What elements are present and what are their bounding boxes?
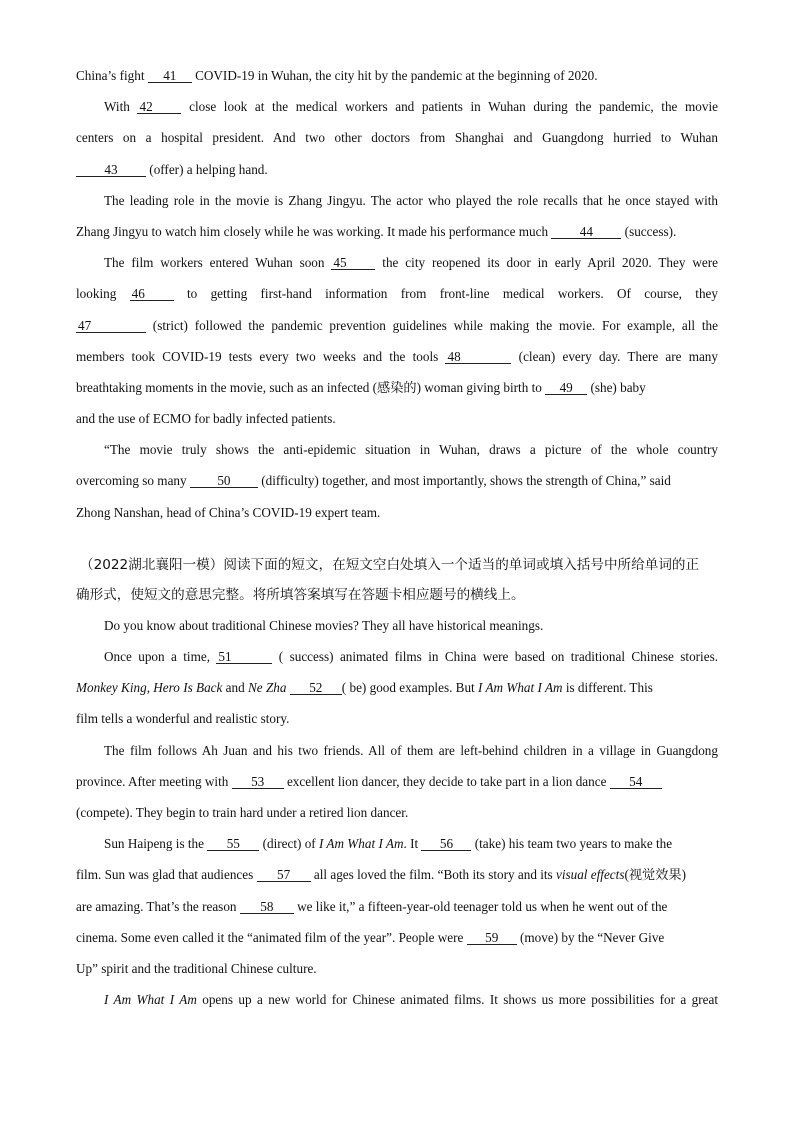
text: , (146, 680, 154, 696)
text: (success). (621, 223, 677, 239)
blank-50[interactable]: 50 (190, 474, 258, 488)
blank-58[interactable]: 58 (240, 900, 294, 914)
p1-line-9 (76, 310, 718, 341)
text: The film follows Ah Juan and his two friends. All of them are left-behind children in a village in Guangdong (104, 742, 718, 758)
text: centers on a hospital president. And two other doctors from Shanghai and Guangdong hurried to Wuhan (76, 130, 718, 146)
p2-line-2 (76, 641, 718, 672)
text: (strict) followed the pandemic prevention guidelines while making the movie. For example, all the (146, 317, 718, 333)
p1-line-4 (76, 154, 718, 185)
text: and the use of ECMO for badly infected patients. (76, 411, 336, 427)
blank-52[interactable]: 52 (290, 681, 342, 695)
text: excellent lion dancer, they decide to take part in a lion dance (283, 773, 610, 789)
text: The leading role in the movie is Zhang Jingyu. The actor who played the role recalls that he once stayed with (104, 192, 718, 208)
text: Sun Haipeng is the (104, 836, 208, 852)
text: With (104, 99, 138, 115)
text: Zhong Nanshan, head of China’s COVID-19 expert team. (76, 504, 381, 520)
blank-53[interactable]: 53 (232, 775, 284, 789)
p2-line-3 (76, 672, 718, 703)
title-ne-zha: Ne Zha (248, 680, 287, 696)
visual-effects-term: visual effects (555, 867, 625, 883)
blank-49[interactable]: 49 (545, 381, 587, 395)
p2-line-10 (76, 891, 718, 922)
text: we like it,” a fifteen-year-old teenager told us when he went out of the (293, 898, 668, 914)
blank-54[interactable]: 54 (610, 775, 662, 789)
p1-line-11 (76, 372, 718, 403)
text: members took COVID-19 tests every two weeks and the tools (76, 348, 446, 364)
blank-42[interactable]: 42 (137, 100, 181, 114)
blank-44[interactable]: 44 (551, 225, 621, 239)
blank-46[interactable]: 46 (130, 287, 174, 301)
blank-57[interactable]: 57 (257, 868, 311, 882)
text: province. After meeting with (76, 773, 232, 789)
text: ( be) good examples. But (341, 680, 479, 696)
p1-line-12 (76, 403, 718, 434)
title-i-am-what-i-am: I Am What I Am (104, 992, 197, 1008)
title-hero-is-back: Hero Is Back (153, 680, 223, 696)
p1-line-6 (76, 216, 718, 247)
blank-47[interactable]: 47 (76, 319, 146, 333)
text: breathtaking moments in the movie, such as an infected (感染的) woman giving birth to (76, 379, 546, 395)
text: looking (76, 286, 130, 302)
title-i-am-what-i-am: I Am What I Am (478, 680, 563, 696)
text: Once upon a time, (104, 649, 217, 664)
p2-line-7 (76, 797, 718, 828)
blank-55[interactable]: 55 (207, 837, 259, 851)
text: (she) baby (587, 379, 646, 395)
text: all ages loved the film. “Both its story and its (310, 867, 556, 883)
title-i-am-what-i-am: I Am What I Am (318, 836, 404, 852)
text: film. Sun was glad that audiences (76, 867, 257, 883)
p1-line-1 (76, 60, 718, 91)
text: Do you know about traditional Chinese movies? They all have historical meanings. (104, 617, 544, 633)
text: . It (403, 836, 422, 852)
text: (take) his team two years to make the (471, 836, 673, 852)
p1-line-13 (76, 434, 718, 465)
p1-line-8 (76, 278, 718, 309)
p1-line-5 (76, 185, 718, 216)
text: (clean) every day. There are many (511, 348, 718, 364)
p2-line-4 (76, 703, 718, 734)
text: opens up a new world for Chinese animated films. It shows us more possibilities for a great (196, 992, 718, 1008)
p1-line-14 (76, 465, 718, 496)
instruction-line-1: （2022湖北襄阳一模）阅读下面的短文，在短文空白处填入一个适当的单词或填入括号中所给单词的正 (80, 556, 700, 573)
text: (difficulty) together, and most importantly, shows the strength of China,” said (257, 473, 671, 489)
document-page (76, 60, 718, 1015)
text: (视觉效果) (624, 867, 686, 883)
text: Up” spirit and the traditional Chinese culture. (76, 960, 317, 976)
title-monkey-king: Monkey King (76, 680, 147, 696)
text: Zhang Jingyu to watch him closely while he was working. It made his performance much (76, 223, 552, 239)
blank-51[interactable]: 51 (216, 650, 272, 664)
blank-41[interactable]: 41 (148, 69, 192, 83)
instruction-line-2: 确形式，使短文的意思完整。将所填答案填写在答题卡相应题号的横线上。 (76, 586, 525, 603)
blank-59[interactable]: 59 (467, 931, 517, 945)
text: and (222, 680, 249, 696)
blank-43[interactable]: 43 (76, 163, 146, 177)
blank-56[interactable]: 56 (421, 837, 471, 851)
text: China’s fight (76, 68, 148, 83)
p2-line-11 (76, 922, 718, 953)
text: (compete). They begin to train hard under a retired lion dancer. (76, 804, 409, 820)
text: the city reopened its door in early April 2020. They were (375, 255, 718, 271)
p1-line-3 (76, 122, 718, 153)
p1-line-15 (76, 497, 718, 528)
text: ( success) animated films in China were based on traditional Chinese stories. (272, 649, 719, 664)
text: is different. This (562, 680, 653, 696)
text: are amazing. That’s the reason (76, 898, 240, 914)
p1-line-7 (76, 247, 718, 278)
text: The film workers entered Wuhan soon (104, 255, 332, 271)
text: (move) by the “Never Give (516, 929, 665, 945)
p2-line-12 (76, 953, 718, 984)
p2-line-9 (76, 859, 718, 890)
text: close look at the medical workers and patients in Wuhan during the pandemic, the movie (181, 99, 718, 115)
p1-line-2 (76, 91, 718, 122)
text: (direct) of (259, 836, 319, 852)
p2-line-6 (76, 766, 718, 797)
blank-48[interactable]: 48 (445, 350, 511, 364)
blank-45[interactable]: 45 (331, 256, 375, 270)
p2-line-13 (76, 984, 718, 1015)
section-gap (76, 528, 718, 550)
text: cinema. Some even called it the “animated film of the year”. People were (76, 929, 467, 945)
p2-line-8 (76, 828, 718, 859)
text: COVID-19 in Wuhan, the city hit by the pandemic at the beginning of 2020. (191, 68, 598, 83)
text: (offer) a helping hand. (146, 161, 268, 177)
text: to getting first-hand information from front-line medical workers. Of course, they (173, 286, 719, 302)
p2-line-5 (76, 735, 718, 766)
text: film tells a wonderful and realistic story. (76, 711, 290, 727)
p1-line-10 (76, 341, 718, 372)
p2-line-1 (76, 610, 718, 641)
text: overcoming so many (76, 473, 190, 489)
text: “The movie truly shows the anti-epidemic situation in Wuhan, draws a picture of the whole country (104, 442, 718, 458)
